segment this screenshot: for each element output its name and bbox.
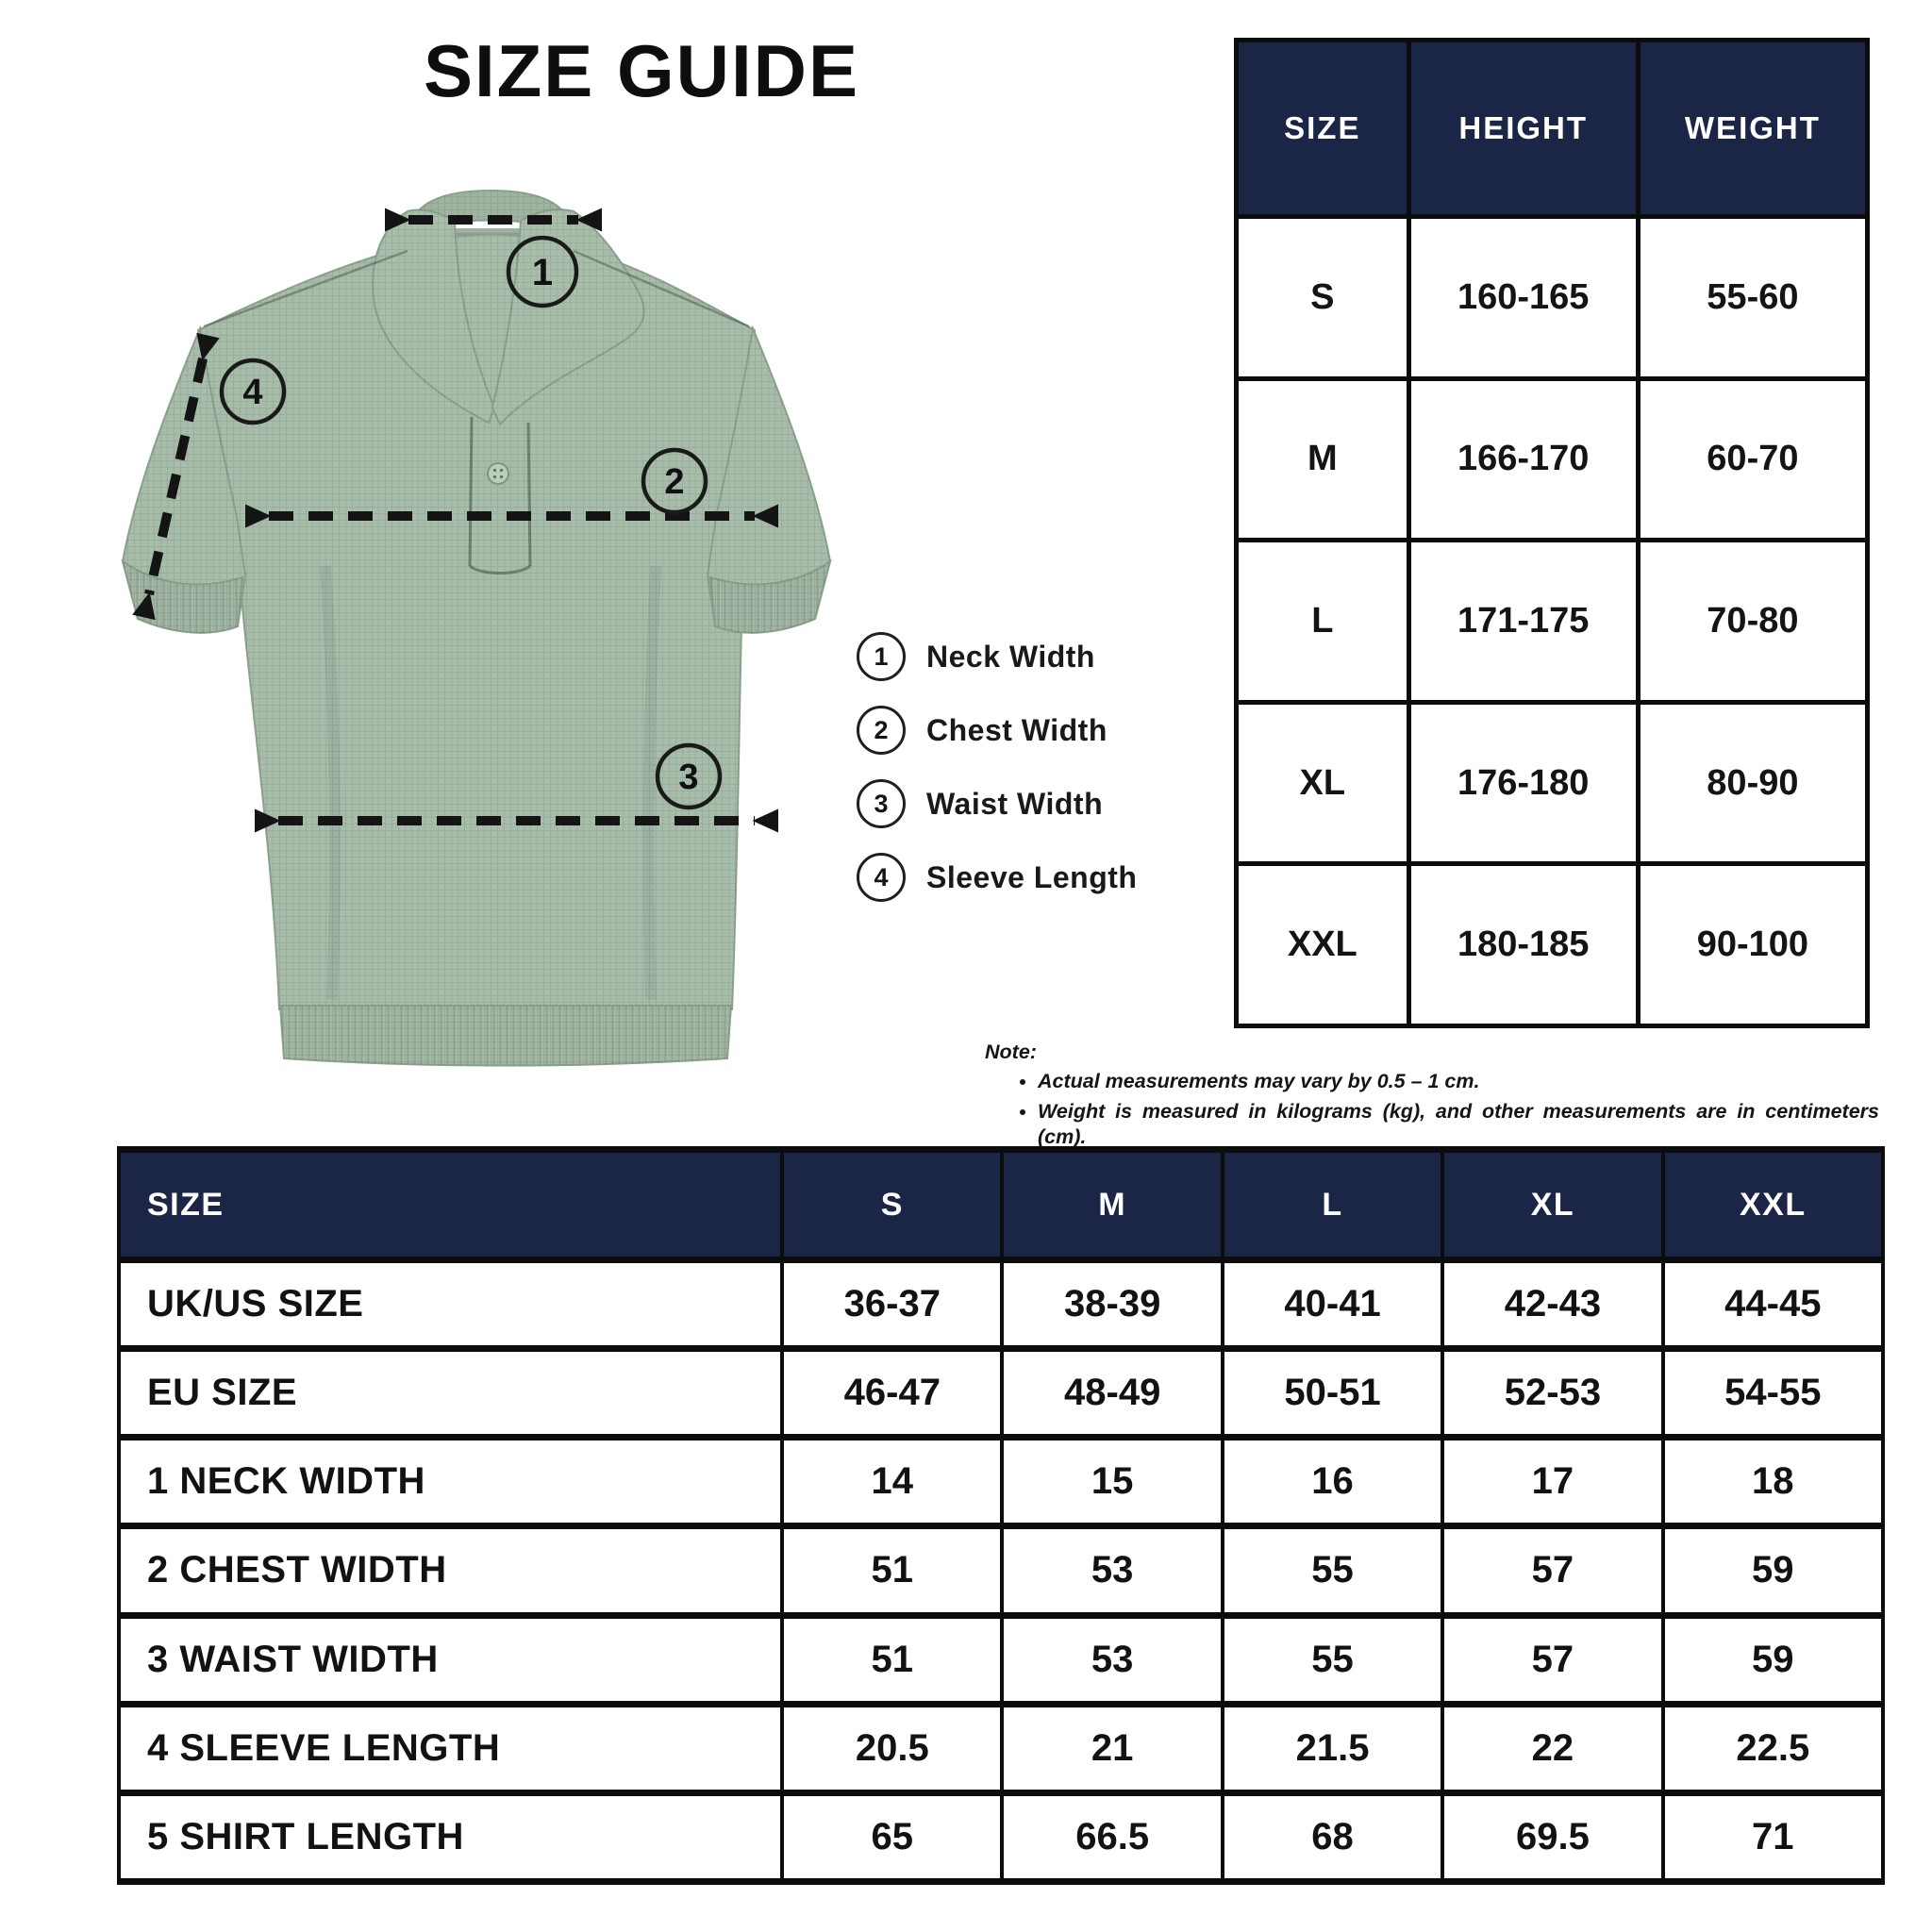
measurement-value-cell: 22 <box>1442 1704 1662 1792</box>
hw-table-row <box>1237 864 1868 1026</box>
measurement-value-cell: 17 <box>1442 1438 1662 1526</box>
hw-table-row <box>1237 217 1868 379</box>
hw-table-body <box>1237 217 1868 1026</box>
measurement-value-cell: 15 <box>1002 1438 1222 1526</box>
measurement-value-cell: 55 <box>1223 1615 1442 1704</box>
measurement-value-cell: 69.5 <box>1442 1792 1662 1881</box>
measurement-value-cell: 18 <box>1663 1438 1883 1526</box>
hw-table-cell: M <box>1237 378 1409 541</box>
measurements-header-cell: XXL <box>1663 1150 1883 1260</box>
note-bullet-list <box>985 1069 1879 1150</box>
hw-table-cell: L <box>1237 541 1409 703</box>
hw-header-row <box>1237 41 1868 217</box>
hw-header-cell: HEIGHT <box>1408 41 1638 217</box>
hw-table-cell: 166-170 <box>1408 378 1638 541</box>
hw-header-cell: SIZE <box>1237 41 1409 217</box>
measurement-row-label: 4 SLEEVE LENGTH <box>119 1704 782 1792</box>
measurements-header-cell: M <box>1002 1150 1222 1260</box>
hw-table-cell: 90-100 <box>1638 864 1867 1026</box>
measurement-row-label: UK/US SIZE <box>119 1260 782 1349</box>
measurement-value-cell: 50-51 <box>1223 1349 1442 1438</box>
measurement-value-cell: 57 <box>1442 1526 1662 1615</box>
measurement-value-cell: 14 <box>782 1438 1002 1526</box>
measurement-value-cell: 55 <box>1223 1526 1442 1615</box>
measurement-value-cell: 22.5 <box>1663 1704 1883 1792</box>
measurement-value-cell: 57 <box>1442 1615 1662 1704</box>
measurements-header-cell: XL <box>1442 1150 1662 1260</box>
legend-number-circle: 4 <box>857 853 906 902</box>
measurement-value-cell: 46-47 <box>782 1349 1002 1438</box>
measurement-value-cell: 54-55 <box>1663 1349 1883 1438</box>
hw-table-cell: 80-90 <box>1638 702 1867 864</box>
svg-text:1: 1 <box>531 252 554 293</box>
measurements-header-cell: L <box>1223 1150 1442 1260</box>
measurements-table-row <box>119 1349 1883 1438</box>
measurement-value-cell: 52-53 <box>1442 1349 1662 1438</box>
hw-table-row <box>1237 378 1868 541</box>
measurement-value-cell: 21.5 <box>1223 1704 1442 1792</box>
measurement-value-cell: 71 <box>1663 1792 1883 1881</box>
measurement-value-cell: 53 <box>1002 1526 1222 1615</box>
measurement-value-cell: 66.5 <box>1002 1792 1222 1881</box>
measurement-value-cell: 59 <box>1663 1615 1883 1704</box>
measurement-value-cell: 48-49 <box>1002 1349 1222 1438</box>
height-weight-table <box>1234 38 1870 1028</box>
measurement-row-label: 2 CHEST WIDTH <box>119 1526 782 1615</box>
waffle-texture <box>94 170 849 1075</box>
note-heading: Note: <box>985 1041 1037 1063</box>
measurements-table-body <box>119 1260 1883 1882</box>
measurements-header-row <box>119 1150 1883 1260</box>
hw-table-cell: 180-185 <box>1408 864 1638 1026</box>
measurements-table-row <box>119 1260 1883 1349</box>
hw-table-cell: 160-165 <box>1408 217 1638 379</box>
measurement-value-cell: 36-37 <box>782 1260 1002 1349</box>
legend-item <box>857 632 1137 681</box>
measurement-value-cell: 51 <box>782 1615 1002 1704</box>
measurement-row-label: EU SIZE <box>119 1349 782 1438</box>
legend-number-circle: 3 <box>857 779 906 828</box>
legend-item <box>857 779 1137 828</box>
measurement-value-cell: 51 <box>782 1526 1002 1615</box>
measurements-table-row <box>119 1438 1883 1526</box>
measurements-header-cell: S <box>782 1150 1002 1260</box>
measurement-row-label: 3 WAIST WIDTH <box>119 1615 782 1704</box>
svg-text:3: 3 <box>678 758 699 797</box>
measurement-value-cell: 44-45 <box>1663 1260 1883 1349</box>
note <box>985 1040 1879 1155</box>
hw-table-cell: XXL <box>1237 864 1409 1026</box>
svg-text:2: 2 <box>664 462 685 502</box>
svg-text:4: 4 <box>242 373 263 412</box>
measurements-table-head <box>119 1150 1883 1260</box>
legend-label: Waist Width <box>926 786 1104 821</box>
hw-table-cell: 176-180 <box>1408 702 1638 864</box>
hw-table-row <box>1237 702 1868 864</box>
measurements-header-cell: SIZE <box>119 1150 782 1260</box>
legend-label: Chest Width <box>926 712 1108 747</box>
measurements-table <box>117 1146 1885 1885</box>
measurement-value-cell: 65 <box>782 1792 1002 1881</box>
measurement-value-cell: 59 <box>1663 1526 1883 1615</box>
hw-table-cell: S <box>1237 217 1409 379</box>
hw-table-cell: XL <box>1237 702 1409 864</box>
polo-shirt-svg <box>94 170 849 1075</box>
hw-table-cell: 70-80 <box>1638 541 1867 703</box>
measurement-value-cell: 16 <box>1223 1438 1442 1526</box>
measurements-table-row <box>119 1704 1883 1792</box>
measurements-table-row <box>119 1526 1883 1615</box>
measurement-value-cell: 42-43 <box>1442 1260 1662 1349</box>
legend-item <box>857 706 1137 755</box>
measurement-legend <box>857 632 1137 926</box>
legend-item <box>857 853 1137 902</box>
measurements-table-row <box>119 1792 1883 1881</box>
measurement-value-cell: 53 <box>1002 1615 1222 1704</box>
legend-number-circle: 2 <box>857 706 906 755</box>
measurement-value-cell: 20.5 <box>782 1704 1002 1792</box>
polo-shirt-illustration <box>94 170 849 1075</box>
hw-header-cell: WEIGHT <box>1638 41 1867 217</box>
measurement-value-cell: 40-41 <box>1223 1260 1442 1349</box>
measurement-value-cell: 21 <box>1002 1704 1222 1792</box>
measurement-row-label: 1 NECK WIDTH <box>119 1438 782 1526</box>
hw-table-cell: 55-60 <box>1638 217 1867 379</box>
legend-number-circle: 1 <box>857 632 906 681</box>
hw-table-row <box>1237 541 1868 703</box>
measurement-value-cell: 38-39 <box>1002 1260 1222 1349</box>
hw-table-cell: 60-70 <box>1638 378 1867 541</box>
page-title: SIZE GUIDE <box>423 29 860 112</box>
measurement-value-cell: 68 <box>1223 1792 1442 1881</box>
hw-table-cell: 171-175 <box>1408 541 1638 703</box>
measurements-table-row <box>119 1615 1883 1704</box>
button <box>488 463 508 484</box>
legend-label: Neck Width <box>926 639 1095 674</box>
hw-table-head <box>1237 41 1868 217</box>
note-bullet: • Actual measurements may vary by 0.5 – 1 cm. <box>1038 1069 1879 1094</box>
note-bullet: • Weight is measured in kilograms (kg), and other measurements are in centimeters (cm). <box>1038 1099 1879 1150</box>
legend-label: Sleeve Length <box>926 859 1138 894</box>
measurement-row-label: 5 SHIRT LENGTH <box>119 1792 782 1881</box>
